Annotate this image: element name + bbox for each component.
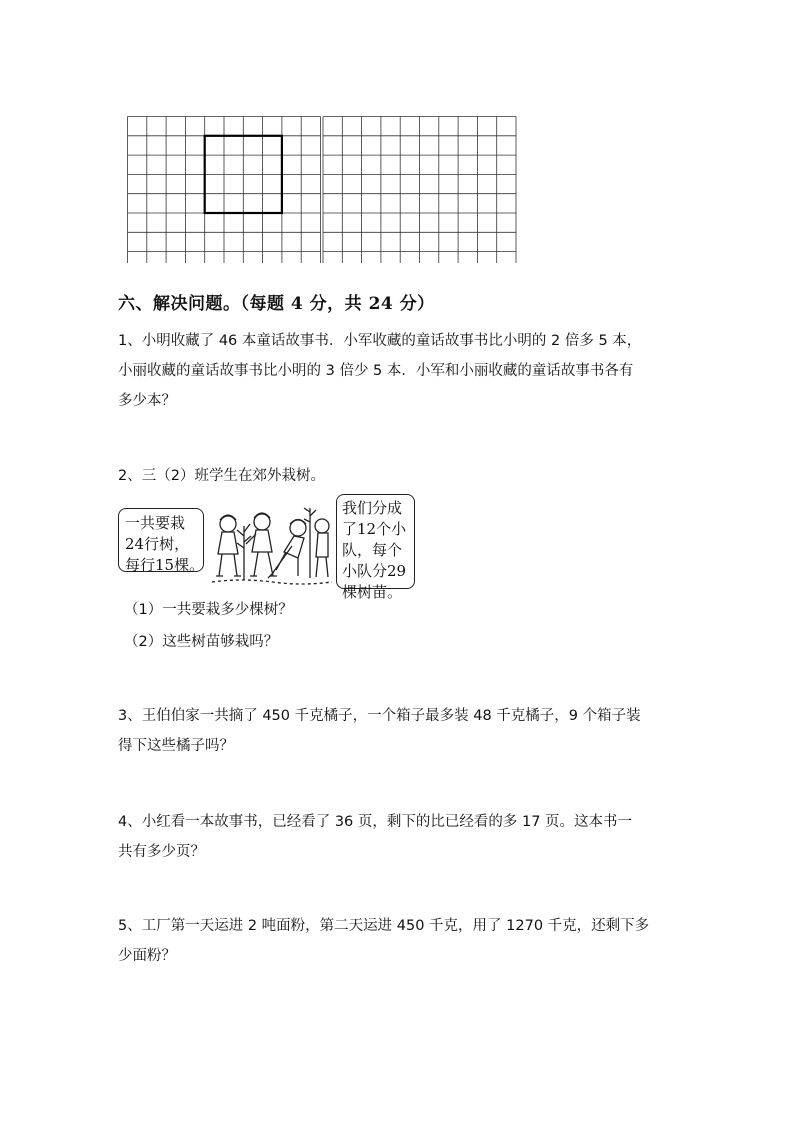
grid-panel-right [323, 117, 516, 264]
speech-bubble-right [336, 494, 415, 601]
question-3-line: 得下这些橘子吗？ [118, 738, 234, 754]
question-4 [118, 807, 688, 867]
question-1-line: 多少本？ [118, 393, 176, 409]
tree-planting-illustration [118, 494, 415, 601]
question-1-line: 1、小明收藏了 46 本童话故事书．小军收藏的童话故事书比小明的 2 倍多 5 本， [118, 333, 642, 349]
bubble-left-line: 24行树， [125, 535, 190, 553]
sub-question-2: （2）这些树苗够栽吗？ [124, 634, 279, 650]
question-4-line: 4、小红看一本故事书，已经看了 36 页，剩下的比已经看的多 17 页。这本书一 [118, 814, 633, 830]
bubble-left-line: 一共要栽 [125, 514, 186, 532]
question-2 [118, 461, 688, 491]
question-3 [118, 701, 688, 761]
question-5-line: 5、工厂第一天运进 2 吨面粉，第二天运进 450 千克，用了 1270 千克，还剩下多 [118, 918, 650, 934]
drawing-grid [127, 116, 519, 263]
sub-question-1: （1）一共要栽多少棵树？ [124, 602, 293, 618]
question-3-line: 3、王伯伯家一共摘了 450 千克橘子，一个箱子最多装 48 千克橘子，9 个箱子装 [118, 708, 641, 724]
section-heading: 六、解决问题。（每题 4 分，共 24 分） [118, 294, 435, 314]
question-1 [118, 326, 688, 416]
question-5 [118, 911, 688, 971]
grid-svg [127, 116, 519, 263]
bubble-right-line: 我们分成 [342, 499, 403, 517]
question-1-line: 小丽收藏的童话故事书比小明的 3 倍少 5 本．小军和小丽收藏的童话故事书各有 [118, 363, 634, 379]
question-2-line: 2、三（2）班学生在郊外栽树。 [118, 468, 325, 484]
speech-bubble-left [118, 508, 204, 572]
question-5-line: 少面粉？ [118, 948, 176, 964]
bubble-right-line: 队，每个 [342, 541, 403, 559]
children-planting-picture [206, 502, 336, 588]
bubble-right-line: 小队分29 [342, 562, 407, 580]
question-4-line: 共有多少页？ [118, 844, 205, 860]
bubble-right-line: 棵树苗。 [342, 583, 403, 601]
bubble-right-line: 了12个小 [342, 520, 407, 538]
bubble-left-line: 每行15棵。 [125, 556, 205, 574]
grid-panel-left [128, 117, 321, 264]
